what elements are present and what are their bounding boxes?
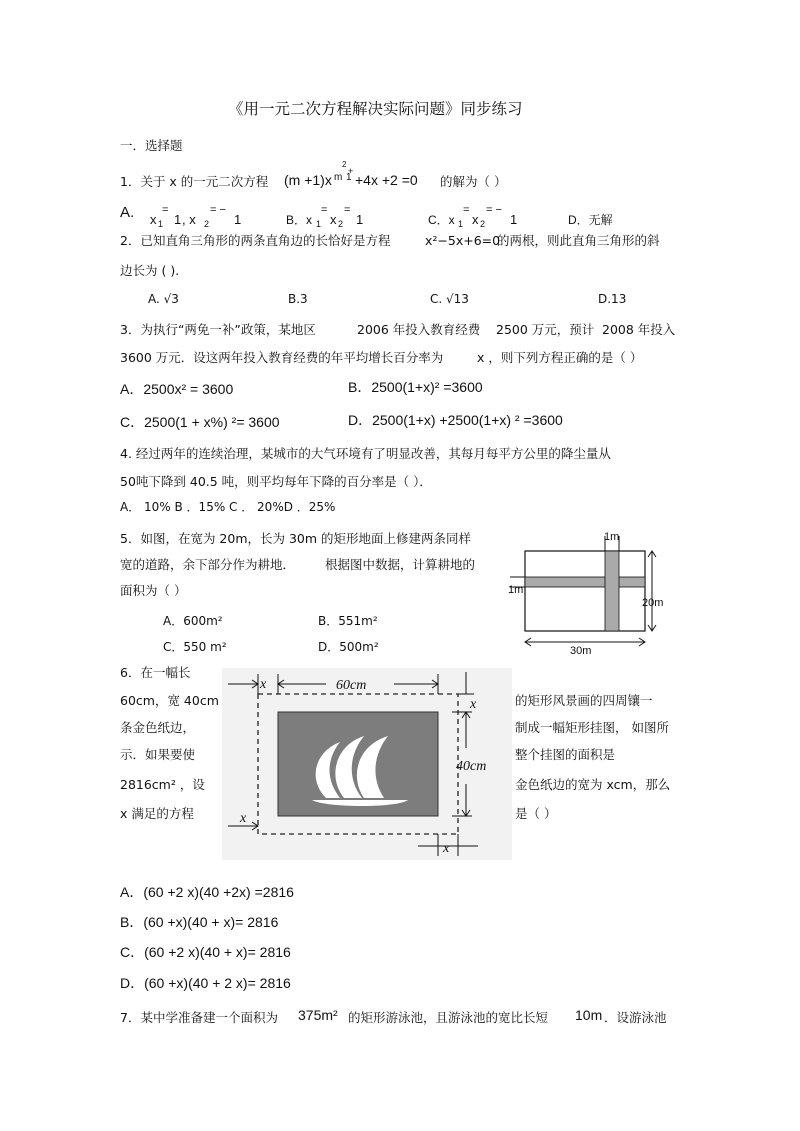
q2-line1: 2．已知直角三角形的两条直角边的长恰好是方程 [120, 233, 391, 248]
q2-line2: 边长为 ( ). [120, 263, 180, 278]
q1-options [118, 200, 678, 230]
q6-right-5: 是（ ） [515, 806, 557, 821]
q3-line1a: 3．为执行“两免一补”政策，某地区 [120, 322, 316, 337]
svg-text:2: 2 [204, 219, 210, 229]
svg-text:1: 1 [234, 212, 242, 227]
svg-text:=: = [463, 204, 470, 216]
q6-option-c: C．(60 +2 x)(40 + x)= 2816 [120, 944, 291, 960]
q2-option-b: B.3 [288, 292, 308, 306]
svg-text:=: = [321, 204, 328, 216]
svg-text:= −: = − [210, 204, 226, 216]
q6-option-d: D．(60 +x)(40 + 2 x)= 2816 [120, 975, 291, 991]
q3-option-d: D．2500(1+x) +2500(1+x) ² =3600 [348, 412, 563, 428]
q6-left-6: x 满足的方程 [120, 806, 194, 821]
svg-text:x: x [330, 212, 337, 227]
svg-text:1: 1 [510, 212, 518, 227]
q5-figure-left-label: 1m [508, 584, 524, 596]
q6-figure-x-left: x [240, 811, 247, 826]
q5-option-c: C．550 m² [163, 640, 227, 654]
q5-option-d: D．500m² [318, 640, 379, 654]
q6-figure-x-top: x [260, 677, 267, 692]
svg-text:2: 2 [338, 219, 344, 229]
q6-left-2: 60cm，宽 40cm [120, 693, 219, 708]
svg-text:D．无解: D．无解 [568, 213, 613, 227]
section-heading: 一．选择题 [120, 138, 183, 153]
svg-text:C．x: C．x [428, 213, 455, 227]
svg-text:A.: A. [120, 204, 135, 221]
q7-text: 7．某中学准备建一个面积为 [120, 1010, 278, 1025]
svg-text:B．x: B．x [286, 213, 313, 227]
q5-line1: 5．如图，在宽为 20m，长为 30m 的矩形地面上修建两条同样 [120, 531, 472, 546]
q1-tail: 的解为（ ） [440, 174, 507, 189]
q6-left-1: 6．在一幅长 [120, 665, 191, 680]
svg-text:1: 1 [346, 172, 352, 183]
q6-right-3: 整个挂图的面积是 [515, 747, 616, 762]
q1-text: 1．关于 x 的一元二次方程 [120, 174, 269, 189]
q7-area: 375m² [298, 1007, 338, 1023]
svg-text:m: m [334, 172, 343, 183]
q4-line1: 4. 经过两年的连续治理，某城市的大气环境有了明显改善，其每月每平方公里的降尘量从 [120, 446, 611, 461]
q6-left-5: 2816cm² ，设 [120, 777, 205, 792]
svg-text:= −: = − [486, 204, 502, 216]
q2-equation: x²−5x+6=0 [425, 233, 501, 248]
q3-line1d: 2008 年投入 [602, 322, 676, 337]
svg-text:+: + [348, 166, 354, 176]
q5-line2a: 宽的道路，余下部分作为耕地． [120, 557, 296, 572]
svg-text:=: = [162, 204, 169, 216]
q2-line1-tail: 的两根，则此直角三角形的斜 [497, 233, 660, 248]
svg-text:1: 1 [174, 212, 182, 227]
q5-figure-right-label: 20m [642, 597, 664, 609]
svg-text:x: x [150, 212, 157, 227]
q3-line2a: 3600 万元．设这两年投入教育经费的年平均增长百分率为 [120, 350, 444, 365]
q3-line2b: x ，则下列方程正确的是（ ） [477, 350, 643, 365]
svg-text:, x: , x [182, 212, 196, 227]
q6-option-a: A．(60 +2 x)(40 +2x) =2816 [120, 884, 294, 900]
svg-text:=: = [344, 204, 351, 216]
q7-mid: 的矩形游泳池，且游泳池的宽比长短 [348, 1010, 549, 1025]
svg-text:2: 2 [480, 219, 486, 229]
q5-line2b: 根据图中数据，计算耕地的 [325, 557, 476, 572]
svg-text:(m +1)x: (m +1)x [284, 172, 332, 188]
q1-equation [280, 158, 440, 194]
q5-field-figure [500, 526, 670, 658]
q3-option-a: A．2500x² = 3600 [120, 381, 234, 397]
q6-figure-x-right: x [470, 697, 477, 712]
q2-option-a: A. √3 [148, 292, 179, 306]
q5-line3: 面积为（ ） [120, 583, 187, 598]
q5-figure-bottom-label: 30m [570, 645, 592, 657]
q6-painting-figure [222, 668, 512, 860]
q2-option-c: C. √13 [430, 292, 469, 306]
q5-option-b: B．551m² [318, 614, 378, 628]
q6-right-4: 金色纸边的宽为 xcm，那么 [515, 777, 671, 792]
svg-text:x: x [472, 212, 479, 227]
q3-option-c: C．2500(1 + x%) ²= 3600 [120, 414, 280, 430]
q7-tail: ．设游泳池 [604, 1010, 667, 1025]
q3-line1c: 2500 万元，预计 [496, 322, 595, 337]
q2-option-d: D.13 [598, 292, 627, 306]
q6-figure-height-label: 40cm [456, 759, 487, 774]
q5-figure-top-label: 1m [604, 531, 620, 543]
q7-diff: 10m [575, 1007, 603, 1023]
q5-option-a: A．600m² [163, 614, 223, 628]
q4-line2: 50吨下降到 40.5 吨，则平均每年下降的百分率是（ ）． [120, 474, 432, 489]
svg-text:+4x +2 =0: +4x +2 =0 [355, 172, 418, 188]
q6-option-b: B．(60 +x)(40 + x)= 2816 [120, 914, 279, 930]
svg-text:1: 1 [356, 212, 364, 227]
q6-left-4: 示．如果要使 [120, 747, 196, 762]
q6-figure-width-label: 60cm [336, 678, 367, 693]
page-title: 《用一元二次方程解决实际问题》同步练习 [228, 100, 523, 118]
svg-text:1: 1 [316, 219, 322, 229]
svg-text:1: 1 [158, 219, 164, 229]
svg-text:1: 1 [458, 219, 464, 229]
q4-options: A． 10% B ．15% C ． 20%D ．25% [120, 500, 336, 514]
q3-option-b: B．2500(1+x)² =3600 [348, 379, 483, 395]
q6-right-2: 制成一幅矩形挂图， 如图所 [515, 720, 669, 735]
q6-right-1: 的矩形风景画的四周镶一 [515, 693, 653, 708]
q6-figure-x-bottom: x [443, 841, 450, 856]
svg-text:2: 2 [342, 160, 347, 169]
q3-line1b: 2006 年投入教育经费 [357, 322, 481, 337]
q6-left-3: 条金色纸边， [120, 720, 196, 735]
